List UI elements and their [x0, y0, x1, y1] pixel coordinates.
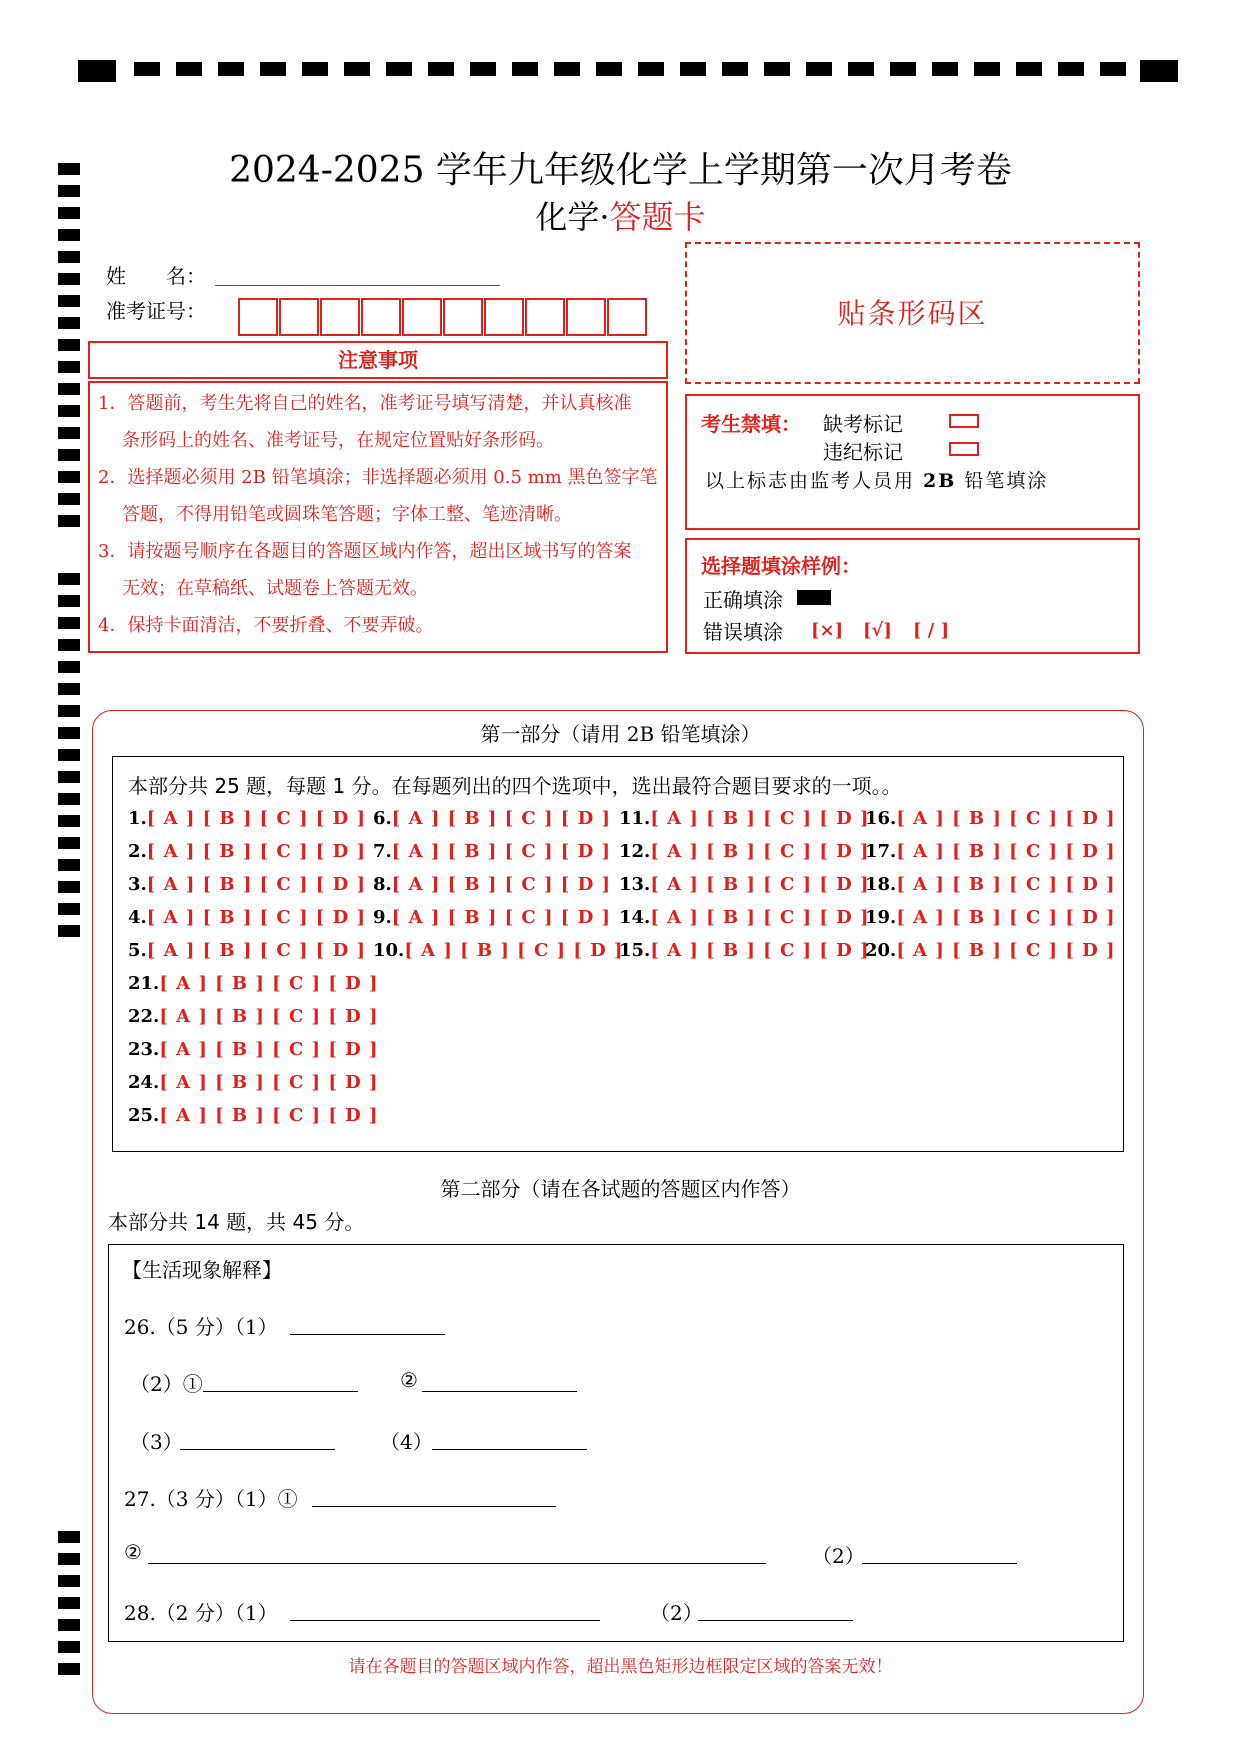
mc-options[interactable]: [ A ] [ B ] [ C ] [ D ]	[146, 874, 366, 895]
q26-2-2-label: ②	[400, 1368, 418, 1392]
q26-2-1-label: （2）①	[130, 1372, 203, 1396]
wrong-fill-sample-cross: [×]	[811, 620, 844, 641]
mc-question-number: 18.	[865, 874, 897, 895]
q26-3-label: （3）	[130, 1430, 183, 1454]
mc-question-number: 11.	[619, 808, 651, 829]
mc-question	[128, 940, 366, 961]
notice-item-3-cont: 无效；在草稿纸、试题卷上答题无效。	[122, 578, 428, 599]
notice-item-1: 1．答题前，考生先将自己的姓名，准考证号填写清楚，并认真核准	[98, 393, 632, 414]
mc-question	[128, 874, 366, 895]
q28-label: 28.（2 分）（1）	[124, 1601, 278, 1625]
wrong-fill-label: 错误填涂	[703, 620, 783, 644]
mc-question	[619, 841, 870, 862]
violation-mark-box[interactable]	[949, 442, 979, 456]
q26-label: 26.（5 分）（1）	[124, 1315, 278, 1339]
absent-mark-label: 缺考标记	[823, 412, 903, 436]
forbidden-box	[685, 394, 1140, 530]
notice-item-2: 2．选择题必须用 2B 铅笔填涂；非选择题必须用 0.5 mm 黑色签字笔	[98, 467, 658, 488]
mc-options[interactable]: [ A ] [ B ] [ C ] [ D ]	[146, 808, 366, 829]
name-label: 姓 名：	[106, 264, 206, 288]
part2-instruction: 本部分共 14 题，共 45 分。	[108, 1210, 365, 1234]
mc-question	[865, 940, 1116, 961]
correct-fill-label: 正确填涂	[703, 588, 783, 612]
q27-1-2-label: ②	[124, 1540, 142, 1564]
footer-warning: 请在各题目的答题区域内作答，超出黑色矩形边框限定区域的答案无效！	[348, 1657, 893, 1677]
part1-instruction: 本部分共 25 题，每题 1 分。在每题列出的四个选项中，选出最符合题目要求的一项。。	[128, 774, 902, 798]
mc-options[interactable]: [ A ] [ B ] [ C ] [ D ]	[159, 1039, 379, 1060]
mc-question	[128, 1072, 379, 1093]
mc-question	[373, 874, 611, 895]
mc-options[interactable]: [ A ] [ B ] [ C ] [ D ]	[146, 841, 366, 862]
mc-options[interactable]: [ A ] [ B ] [ C ] [ D ]	[650, 907, 870, 928]
mc-question-number: 13.	[619, 874, 651, 895]
mc-options[interactable]: [ A ] [ B ] [ C ] [ D ]	[896, 808, 1116, 829]
mc-options[interactable]: [ A ] [ B ] [ C ] [ D ]	[146, 940, 366, 961]
mc-question-number: 25.	[128, 1105, 160, 1126]
mc-question-number: 23.	[128, 1039, 160, 1060]
barcode-area-label: 贴条形码区	[837, 297, 988, 330]
mc-question-number: 17.	[865, 841, 897, 862]
mc-question	[619, 940, 870, 961]
mc-question-number: 16.	[865, 808, 897, 829]
mc-question	[373, 907, 611, 928]
mc-question-number: 19.	[865, 907, 897, 928]
q26-2-2-answer[interactable]	[422, 1391, 577, 1392]
mc-question	[128, 973, 379, 994]
part2-heading: 第二部分（请在各试题的答题区内作答）	[440, 1177, 801, 1201]
mc-question-number: 7.	[373, 841, 392, 862]
name-field[interactable]	[215, 285, 500, 286]
q28-1-answer[interactable]	[290, 1620, 600, 1621]
mc-question	[373, 940, 624, 961]
mc-options[interactable]: [ A ] [ B ] [ C ] [ D ]	[391, 841, 611, 862]
mc-options[interactable]: [ A ] [ B ] [ C ] [ D ]	[391, 907, 611, 928]
mc-question-number: 8.	[373, 874, 392, 895]
forbidden-note: 以上标志由监考人员用 2B 铅笔填涂	[705, 470, 1049, 492]
mc-question	[128, 1105, 379, 1126]
mc-question	[128, 907, 366, 928]
q27-2-label: （2）	[812, 1544, 865, 1568]
mc-options[interactable]: [ A ] [ B ] [ C ] [ D ]	[650, 940, 870, 961]
mc-question	[128, 841, 366, 862]
q26-4-answer[interactable]	[432, 1449, 587, 1450]
q26-2-1-answer[interactable]	[203, 1391, 358, 1392]
mc-options[interactable]: [ A ] [ B ] [ C ] [ D ]	[391, 874, 611, 895]
mc-question	[128, 808, 366, 829]
mc-question-number: 15.	[619, 940, 651, 961]
q26-1-answer[interactable]	[290, 1334, 445, 1335]
q26-4-label: （4）	[380, 1430, 433, 1454]
mc-options[interactable]: [ A ] [ B ] [ C ] [ D ]	[650, 874, 870, 895]
q27-1-1-answer[interactable]	[312, 1506, 556, 1507]
mc-question-number: 21.	[128, 973, 160, 994]
exam-id-label: 准考证号：	[106, 299, 206, 323]
mc-options[interactable]: [ A ] [ B ] [ C ] [ D ]	[391, 808, 611, 829]
subtitle-prefix: 化学·	[535, 198, 610, 236]
mc-question	[373, 808, 611, 829]
violation-mark-label: 违纪标记	[823, 440, 903, 464]
notice-item-2-cont: 答题，不得用铅笔或圆珠笔答题；字体工整、笔迹清晰。	[122, 504, 572, 525]
subtitle-answer-card: 答题卡	[609, 198, 706, 236]
mc-options[interactable]: [ A ] [ B ] [ C ] [ D ]	[404, 940, 624, 961]
forbidden-label: 考生禁填：	[701, 412, 801, 436]
notice-title-box	[88, 341, 668, 379]
section-life-phenomena: 【生活现象解释】	[122, 1258, 282, 1282]
fill-sample-box	[685, 538, 1140, 654]
mc-question	[865, 907, 1116, 928]
fill-sample-title: 选择题填涂样例：	[701, 554, 861, 578]
mc-question-number: 2.	[128, 841, 147, 862]
mc-options[interactable]: [ A ] [ B ] [ C ] [ D ]	[146, 907, 366, 928]
mc-options[interactable]: [ A ] [ B ] [ C ] [ D ]	[650, 808, 870, 829]
correct-fill-sample	[797, 590, 831, 605]
mc-options[interactable]: [ A ] [ B ] [ C ] [ D ]	[650, 841, 870, 862]
notice-item-1-cont: 条形码上的姓名、准考证号，在规定位置贴好条形码。	[122, 430, 554, 451]
mc-question	[373, 841, 611, 862]
mc-question-number: 3.	[128, 874, 147, 895]
mc-question-number: 20.	[865, 940, 897, 961]
mc-question-number: 14.	[619, 907, 651, 928]
mc-question	[865, 874, 1116, 895]
mc-options[interactable]: [ A ] [ B ] [ C ] [ D ]	[896, 907, 1116, 928]
mc-options[interactable]: [ A ] [ B ] [ C ] [ D ]	[896, 841, 1116, 862]
mc-question	[619, 874, 870, 895]
page-title: 2024-2025 学年九年级化学上学期第一次月考卷	[229, 150, 1012, 191]
mc-question	[128, 1006, 379, 1027]
notice-item-3: 3．请按题号顺序在各题目的答题区域内作答，超出区域书写的答案	[98, 541, 632, 562]
mc-question	[619, 907, 870, 928]
mc-question-number: 6.	[373, 808, 392, 829]
mc-question-number: 10.	[373, 940, 405, 961]
wrong-fill-sample-check: [√]	[863, 620, 892, 641]
mc-question-number: 22.	[128, 1006, 160, 1027]
q26-3-answer[interactable]	[180, 1449, 335, 1450]
mc-question-number: 4.	[128, 907, 147, 928]
q27-1-2-answer[interactable]	[148, 1563, 766, 1564]
mc-question	[128, 1039, 379, 1060]
part2-box	[108, 1244, 1124, 1642]
q28-2-answer[interactable]	[698, 1620, 853, 1621]
mc-question-number: 24.	[128, 1072, 160, 1093]
q27-label: 27.（3 分）（1）①	[124, 1487, 298, 1511]
absent-mark-box[interactable]	[949, 414, 979, 428]
mc-question	[865, 841, 1116, 862]
wrong-fill-sample-slash: [ / ]	[913, 620, 950, 641]
mc-question	[865, 808, 1116, 829]
mc-question-number: 9.	[373, 907, 392, 928]
mc-options[interactable]: [ A ] [ B ] [ C ] [ D ]	[159, 1006, 379, 1027]
q28-2-label: （2）	[650, 1601, 703, 1625]
mc-question-number: 1.	[128, 808, 147, 829]
mc-options[interactable]: [ A ] [ B ] [ C ] [ D ]	[159, 1072, 379, 1093]
part1-heading: 第一部分（请用 2B 铅笔填涂）	[480, 722, 761, 746]
notice-item-4: 4．保持卡面清洁，不要折叠、不要弄破。	[98, 615, 434, 636]
barcode-area	[685, 242, 1140, 384]
mc-options[interactable]: [ A ] [ B ] [ C ] [ D ]	[896, 940, 1116, 961]
page-subtitle	[0, 192, 1241, 238]
q27-2-answer[interactable]	[862, 1563, 1017, 1564]
mc-options[interactable]: [ A ] [ B ] [ C ] [ D ]	[159, 1105, 379, 1126]
mc-question	[619, 808, 870, 829]
notice-box	[88, 381, 668, 653]
mc-options[interactable]: [ A ] [ B ] [ C ] [ D ]	[896, 874, 1116, 895]
mc-question-number: 12.	[619, 841, 651, 862]
mc-question-number: 5.	[128, 940, 147, 961]
notice-title: 注意事项	[338, 348, 418, 372]
mc-options[interactable]: [ A ] [ B ] [ C ] [ D ]	[159, 973, 379, 994]
